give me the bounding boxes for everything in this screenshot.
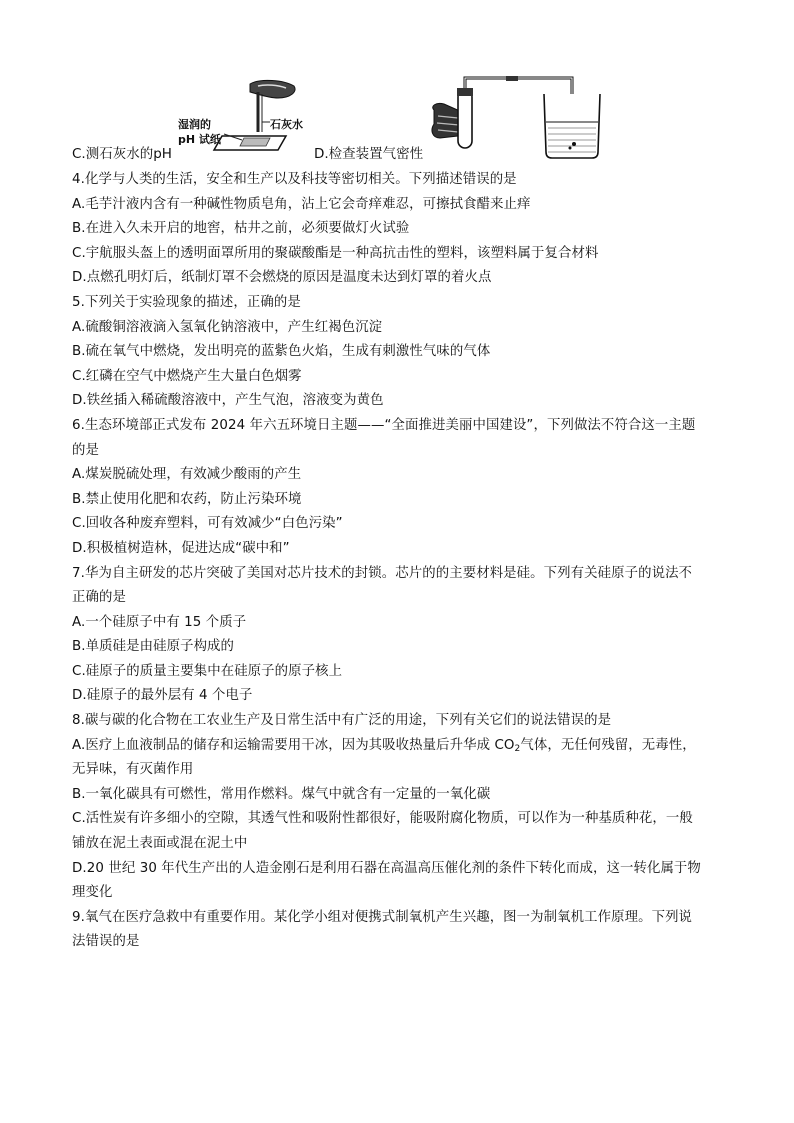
option-c-text: C.测石灰水的pH bbox=[72, 146, 172, 162]
text-line bbox=[72, 832, 722, 857]
text-line-main: 铺放在泥土表面或混在泥土中 bbox=[72, 836, 248, 852]
text-line-main: 7.华为自主研发的芯片突破了美国对芯片技术的封锁。芯片的的主要材料是硅。下列有关硅原子的说法不 bbox=[72, 565, 693, 581]
text-line bbox=[72, 316, 722, 341]
text-line bbox=[72, 512, 722, 537]
text-line bbox=[72, 562, 722, 587]
text-line-main: C.活性炭有许多细小的空隙，其透气性和吸附性都很好，能吸附腐化物质，可以作为一种基质种花，一般 bbox=[72, 811, 693, 827]
figure-row bbox=[72, 76, 732, 166]
text-line-main: 理变化 bbox=[72, 885, 113, 901]
text-line-main: 的是 bbox=[72, 442, 99, 458]
text-line-tail: 气体，无任何残留，无毒性， bbox=[520, 737, 696, 753]
text-line-main: 6.生态环境部正式发布 2024 年六五环境日主题——“全面推进美丽中国建设”，下列做法不符合这一主题 bbox=[72, 417, 696, 433]
text-line-main: 9.氧气在医疗急救中有重要作用。某化学小组对便携式制氧机产生兴趣，图一为制氧机工作原理。下列说 bbox=[72, 909, 693, 925]
option-d-text: D.检查装置气密性 bbox=[314, 146, 424, 162]
text-line-main: 5.下列关于实验现象的描述，正确的是 bbox=[72, 294, 301, 310]
text-line-main: 4.化学与人类的生活，安全和生产以及科技等密切相关。下列描述错误的是 bbox=[72, 172, 517, 187]
text-line bbox=[72, 463, 722, 488]
text-line bbox=[72, 291, 722, 316]
text-line-main: A.硫酸铜溶液滴入氢氧化钠溶液中，产生红褐色沉淀 bbox=[72, 319, 383, 335]
text-line-main: B.一氧化碳具有可燃性，常用作燃料。煤气中就含有一定量的一氧化碳 bbox=[72, 786, 491, 802]
text-line bbox=[72, 857, 722, 882]
text-line bbox=[72, 389, 722, 414]
text-line-main: D.20 世纪 30 年代生产出的人造金刚石是利用石器在高温高压催化剂的条件下转化而成，这一转化属于物 bbox=[72, 860, 701, 876]
text-line-main: C.红磷在空气中燃烧产生大量白色烟雾 bbox=[72, 368, 302, 384]
text-line bbox=[72, 660, 722, 685]
text-line bbox=[72, 684, 722, 709]
text-line-main: D.硅原子的最外层有 4 个电子 bbox=[72, 688, 253, 704]
text-line bbox=[72, 635, 722, 660]
text-line-main: A.医疗上血液制品的储存和运输需要用干冰，因为其吸收热量后升华成 CO bbox=[72, 737, 515, 753]
text-line bbox=[72, 906, 722, 931]
text-line-main: D.积极植树造林，促进达成“碳中和” bbox=[72, 540, 290, 556]
text-line-main: 正确的是 bbox=[72, 590, 126, 606]
text-line bbox=[72, 168, 722, 193]
text-line-main: C.硅原子的质量主要集中在硅原子的原子核上 bbox=[72, 663, 343, 679]
text-line-main: D.点燃孔明灯后，纸制灯罩不会燃烧的原因是温度未达到灯罩的着火点 bbox=[72, 270, 492, 286]
text-line bbox=[72, 807, 722, 832]
label-lime-water: 石灰水 bbox=[270, 118, 303, 131]
text-line-main: A.煤炭脱硫处理，有效减少酸雨的产生 bbox=[72, 467, 302, 483]
text-line bbox=[72, 365, 722, 390]
subscript: 2 bbox=[514, 743, 521, 754]
text-line bbox=[72, 758, 722, 783]
text-line bbox=[72, 414, 722, 439]
text-line bbox=[72, 734, 722, 759]
text-line-main: 8.碳与碳的化合物在工农业生产及日常生活中有广泛的用途，下列有关它们的说法错误的是 bbox=[72, 713, 612, 729]
text-line-main: D.铁丝插入稀硫酸溶液中，产生气泡，溶液变为黄色 bbox=[72, 393, 384, 409]
text-line bbox=[72, 930, 722, 955]
text-line bbox=[72, 193, 722, 218]
question-text-block bbox=[72, 168, 722, 955]
label-wet-paper-line2: pH 试纸 bbox=[178, 133, 221, 146]
text-line bbox=[72, 242, 722, 267]
text-line bbox=[72, 586, 722, 611]
text-line-main: A.毛芋汁液内含有一种碱性物质皂角，沾上它会奇痒难忍，可擦拭食醋来止痒 bbox=[72, 196, 531, 212]
text-line-main: B.硫在氧气中燃烧，发出明亮的蓝紫色火焰，生成有刺激性气味的气体 bbox=[72, 344, 491, 360]
text-line bbox=[72, 611, 722, 636]
text-line bbox=[72, 881, 722, 906]
text-line-main: A.一个硅原子中有 15 个质子 bbox=[72, 614, 247, 630]
text-line bbox=[72, 488, 722, 513]
text-line-main: B.禁止使用化肥和农药，防止污染环境 bbox=[72, 491, 302, 507]
text-line bbox=[72, 217, 722, 242]
text-line bbox=[72, 709, 722, 734]
text-line bbox=[72, 439, 722, 464]
figure-option-d bbox=[312, 76, 672, 166]
text-line bbox=[72, 537, 722, 562]
text-line bbox=[72, 340, 722, 365]
text-line bbox=[72, 266, 722, 291]
text-line-main: 法错误的是 bbox=[72, 934, 140, 950]
text-line bbox=[72, 783, 722, 808]
text-line-main: B.单质硅是由硅原子构成的 bbox=[72, 639, 235, 655]
text-line-main: C.回收各种废弃塑料，可有效减少“白色污染” bbox=[72, 516, 343, 532]
label-wet-paper-line1: 湿润的 bbox=[178, 118, 211, 131]
text-line-main: 无异味，有灭菌作用 bbox=[72, 762, 194, 778]
text-line-main: C.宇航服头盔上的透明面罩所用的聚碳酸酯是一种高抗击性的塑料，该塑料属于复合材料 bbox=[72, 245, 599, 261]
text-line-main: B.在进入久未开启的地窖，枯井之前，必须要做灯火试验 bbox=[72, 221, 410, 237]
